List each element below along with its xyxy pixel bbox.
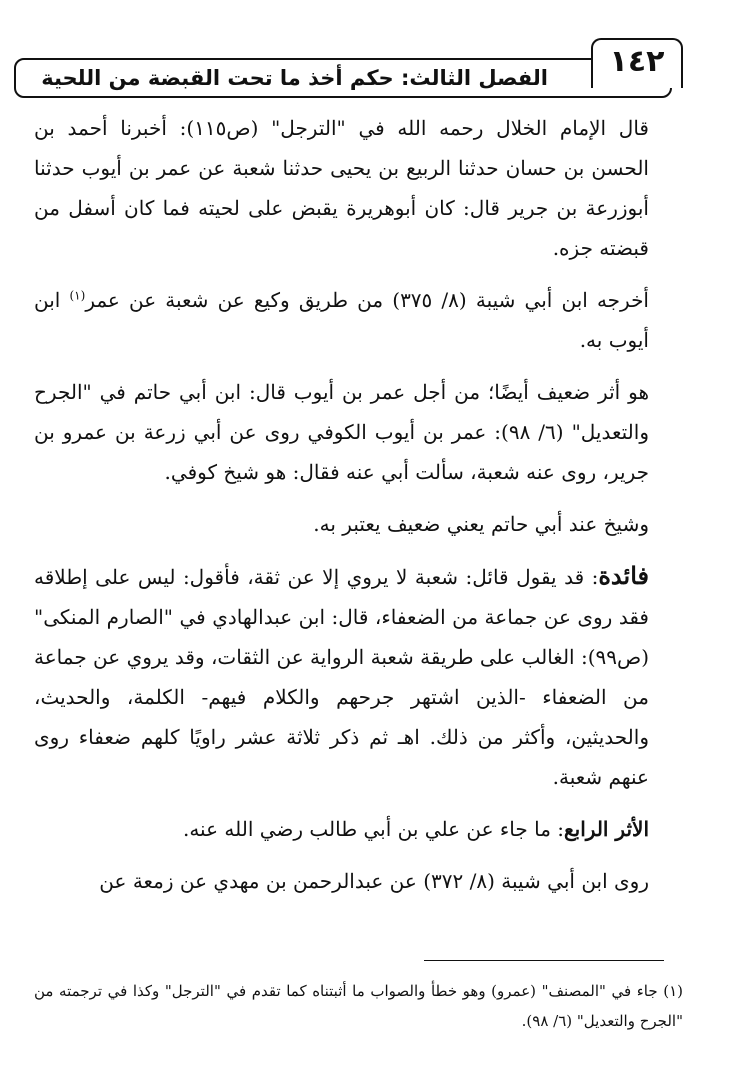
paragraph-5	[34, 556, 649, 797]
chapter-title: الفصل الثالث: حكم أخذ ما تحت القبضة من اللحية	[41, 66, 548, 90]
benefit-label: فائدة	[598, 561, 649, 590]
page-header	[14, 58, 672, 98]
main-text	[34, 108, 649, 913]
footnote-1: (١) جاء في "المصنف" (عمرو) وهو خطأ والصواب ما أثبتناه كما تقدم في "الترجل" وكذا في ترجمته من "الجرح والتعديل" (٦/ ٩٨).	[34, 982, 683, 1030]
page-number: ١٤٢	[609, 44, 665, 79]
footnote-separator	[424, 960, 664, 961]
footnotes	[34, 976, 683, 1036]
page-number-box	[591, 38, 683, 88]
paragraph-2-text: أخرجه ابن أبي شيبة (٨/ ٣٧٥) من طريق وكيع عن شعبة عن عمر	[85, 288, 649, 312]
paragraph-2	[34, 280, 649, 360]
paragraph-5-text: : قد يقول قائل: شعبة لا يروي إلا عن ثقة، فأقول: ليس على إطلاقه فقد روى عن جماعة من الضعفاء، قال: ابن عبدالهادي في "الصارم المنكى" (ص٩٩): الغالب على طريقة شعبة الرواية عن الثقات، وقد يروي عن جماعة من الضعفاء -الذين اشتهر جرحهم والكلام فيهم- الكلمة، والحديث، والحديثين، وأكثر من ذلك. اهـ ثم ذكر ثلاثة عشر راويًا كلهم ضعفاء روى عنهم شعبة.	[34, 565, 649, 789]
paragraph-6	[34, 809, 649, 849]
paragraph-6-text: : ما جاء عن علي بن أبي طالب رضي الله عنه.	[182, 817, 565, 841]
paragraph-3: هو أثر ضعيف أيضًا؛ من أجل عمر بن أيوب قال: ابن أبي حاتم في "الجرح والتعديل" (٦/ ٩٨): عمر بن أيوب الكوفي روى عن أبي زرعة بن عمرو بن جرير، روى عنه شعبة، سألت أبي عنه فقال: هو شيخ كوفي.	[34, 380, 649, 484]
paragraph-7: روى ابن أبي شيبة (٨/ ٣٧٢) عن عبدالرحمن بن مهدي عن زمعة عن	[99, 869, 649, 893]
footnote-marker: (١)	[69, 288, 86, 303]
paragraph-4: وشيخ عند أبي حاتم يعني ضعيف يعتبر به.	[313, 512, 649, 536]
athar-label: الأثر الرابع	[564, 817, 649, 841]
paragraph-1: قال الإمام الخلال رحمه الله في "الترجل" (ص١١٥): أخبرنا أحمد بن الحسن بن حسان حدثنا الربيع بن يحيى حدثنا شعبة عن عمر بن أيوب حدثنا أبوزرعة بن جرير قال: كان أبوهريرة يقبض على لحيته فما كان أسفل من قبضته جزه.	[34, 116, 649, 260]
paragraph-2-end: ابن أيوب به.	[34, 288, 649, 352]
